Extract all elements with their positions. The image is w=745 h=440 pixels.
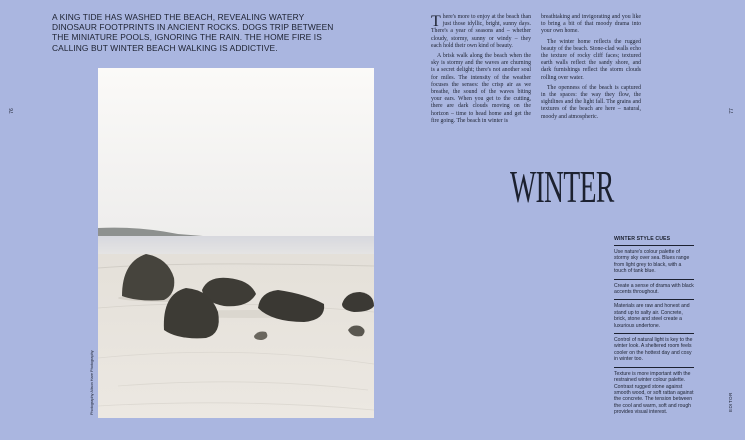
spine-label-right: EDITOR: [728, 392, 733, 412]
paragraph: breathtaking and invigorating and you like to bring a bit of that moody drama into your own home.: [541, 14, 641, 35]
paragraph: A brisk walk along the beach when the sky is stormy and the waves are churning is a secret delight; there's not another soul for miles. The intensity of the weather focuses the senses: the crisp air as we breathe, the sound of the waves biting your ears. When you get to the cutting, there are dark clouds moving on the horizon – time to head home and get the fire going. The beach in winter is: [431, 53, 531, 124]
beach-photo: [98, 68, 374, 418]
intro-text: A KING TIDE HAS WASHED THE BEACH, REVEALING WATERY DINOSAUR FOOTPRINTS IN ANCIENT ROCKS. DOGS TRIP BETWEEN THE MINIATURE POOLS, IGNORING THE RAIN. THE HOME FIRE IS CALLING BUT WINTER BEACH WALKING IS ADDICTIVE.: [52, 12, 334, 53]
body-column-1: [431, 14, 531, 128]
body-column-2: [541, 14, 641, 124]
cue-item: Texture is more important with the restrained winter colour palette. Contrast rugged stone against smooth wood, or soft rattan against the concrete. The tension between the cool and warm, soft and rough provides visual interest.: [614, 370, 694, 416]
paragraph: [431, 14, 531, 50]
cues-heading: WINTER STYLE CUES: [614, 236, 694, 246]
cue-item: Materials are raw and honest and stand up to salty air. Concrete, brick, stone and steel create a luxurious undertone.: [614, 300, 694, 334]
drop-cap: T: [431, 13, 441, 30]
style-cues-box: [614, 236, 694, 420]
paragraph-text: here's more to enjoy at the beach than just those idyllic, bright, sunny days. There's a year of seasons and – whether cloudy, stormy, sunny or windy – they each hold their own kind of beauty.: [431, 14, 531, 49]
page-number-right: 77: [728, 108, 735, 114]
section-title: WINTER: [510, 161, 614, 212]
paragraph: The openness of the beach is captured in the spaces: the way they flow, the sightlines and the light fall. The grains and textures of the beach are here – natural, moody and atmospheric.: [541, 84, 641, 120]
page-number-left: 76: [8, 108, 15, 114]
cue-item: Use nature's colour palette of stormy sky over sea. Blues range from light grey to black, with a touch of tank blue.: [614, 246, 694, 280]
sea: [98, 236, 374, 256]
photo-credit: Photography Alison Hare Photography: [90, 350, 94, 415]
paragraph: The winter home reflects the rugged beauty of the beach. Stone-clad walls echo the texture of rocky cliff faces; textured earth walls reflect the sandy shore, and dark furnishings reflect the storm clouds rolling over water.: [541, 38, 641, 81]
sky: [98, 68, 374, 236]
cue-item: Create a sense of drama with black accents throughout.: [614, 280, 694, 301]
cue-item: Control of natural light is key to the winter look. A sheltered room feels cooler on the hottest day and cosy in winter too.: [614, 334, 694, 368]
